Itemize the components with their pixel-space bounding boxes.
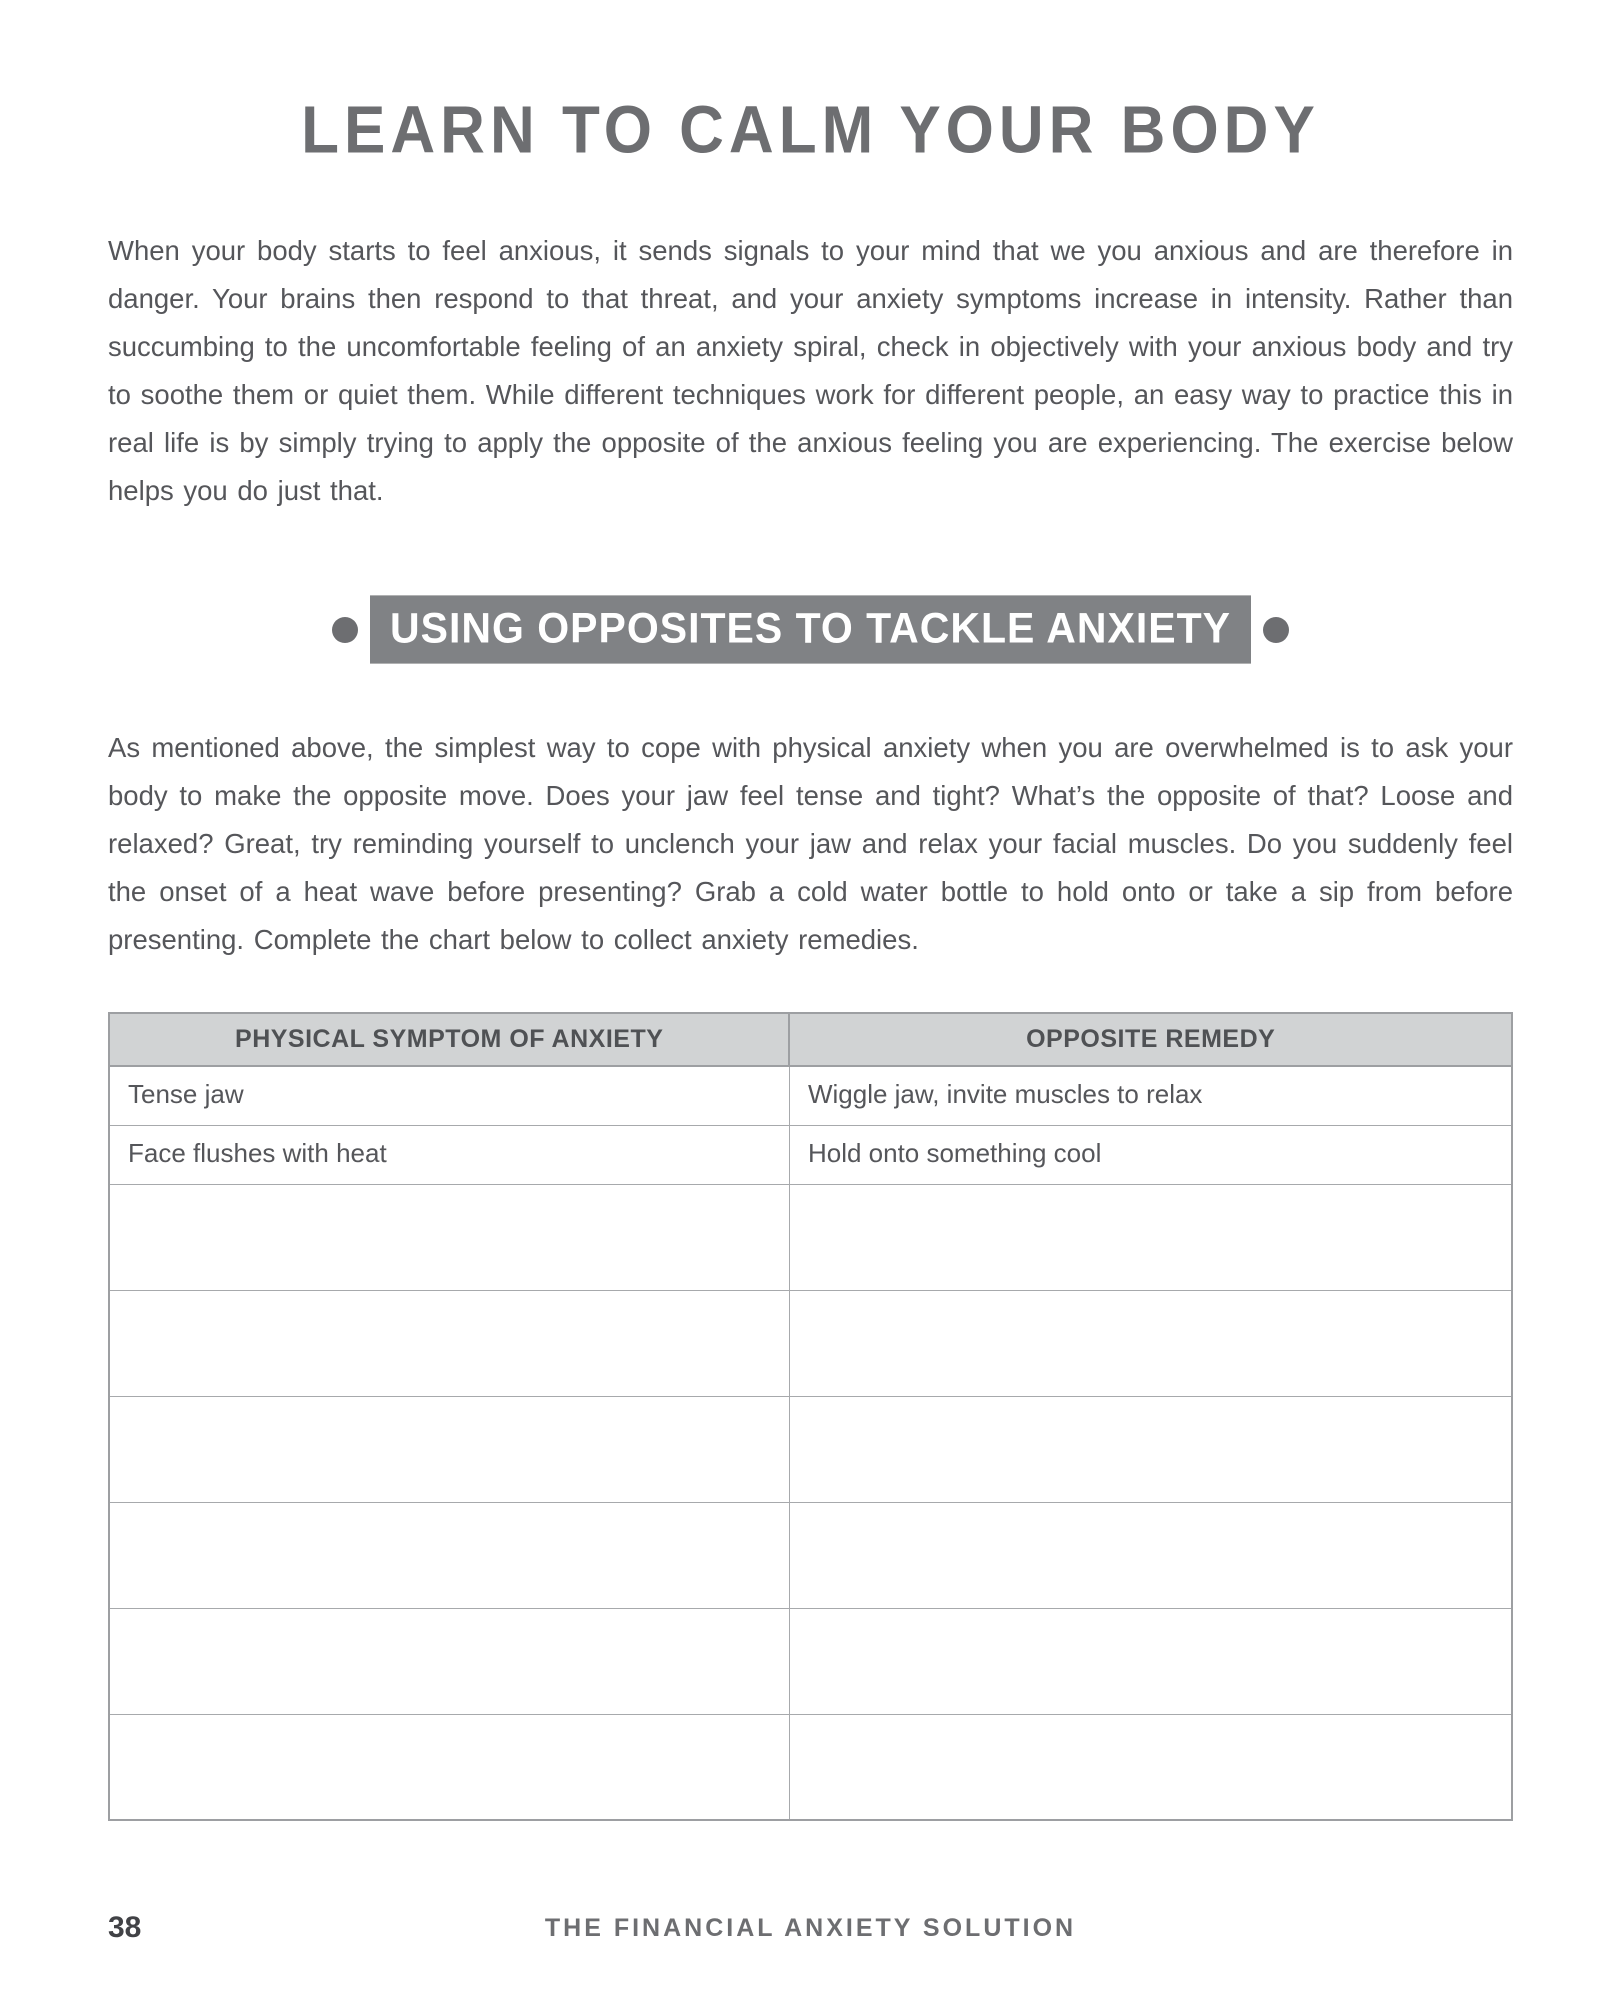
table-row	[109, 1608, 1512, 1714]
symptom-cell-empty	[109, 1290, 789, 1396]
column-header-remedy: OPPOSITE REMEDY	[789, 1013, 1512, 1066]
remedy-cell: Hold onto something cool	[789, 1125, 1512, 1184]
remedy-cell-empty	[789, 1608, 1512, 1714]
symptom-cell-empty	[109, 1396, 789, 1502]
symptom-cell: Tense jaw	[109, 1066, 789, 1125]
table-row	[109, 1066, 1512, 1125]
remedy-cell: Wiggle jaw, invite muscles to relax	[789, 1066, 1512, 1125]
table-row	[109, 1184, 1512, 1290]
symptom-cell-empty	[109, 1714, 789, 1820]
table-row	[109, 1290, 1512, 1396]
opposite-remedy-table	[108, 1012, 1513, 1821]
table-row	[109, 1502, 1512, 1608]
remedy-cell-empty	[789, 1184, 1512, 1290]
symptom-cell: Face flushes with heat	[109, 1125, 789, 1184]
section-paragraph: As mentioned above, the simplest way to cope with physical anxiety when you are overwhelmed is to ask your body to make the opposite move. Does your jaw feel tense and tight? What’s the opposite of that? Loose and relaxed? Great, try reminding yourself to unclench your jaw and relax your facial muscles. Do you suddenly feel the onset of a heat wave before presenting? Grab a cold water bottle to hold onto or take a sip from before presenting. Complete the chart below to collect anxiety remedies.	[108, 732, 1513, 955]
remedy-cell-empty	[789, 1502, 1512, 1608]
remedy-cell-empty	[789, 1714, 1512, 1820]
table-row	[109, 1714, 1512, 1820]
symptom-cell-empty	[109, 1502, 789, 1608]
intro-paragraph: When your body starts to feel anxious, it sends signals to your mind that we you anxious and are therefore in danger. Your brains then respond to that threat, and your anxiety symptoms increase in intensity. Rather than succumbing to the uncomfortable feeling of an anxiety spiral, check in objectively with your anxious body and try to soothe them or quiet them. While different techniques work for different people, an easy way to practice this in real life is by simply trying to apply the opposite of the anxious feeling you are experiencing. The exercise below helps you do just that.	[108, 235, 1513, 506]
page-title: LEARN TO CALM YOUR BODY	[301, 93, 1320, 168]
table-header-row	[109, 1013, 1512, 1066]
bullet-dot-right-icon	[1263, 617, 1289, 643]
section-heading-banner: USING OPPOSITES TO TACKLE ANXIETY	[370, 595, 1251, 663]
remedy-cell-empty	[789, 1396, 1512, 1502]
book-title: THE FINANCIAL ANXIETY SOLUTION	[544, 1914, 1077, 1942]
table-row	[109, 1125, 1512, 1184]
symptom-cell-empty	[109, 1608, 789, 1714]
symptom-cell-empty	[109, 1184, 789, 1290]
table-row	[109, 1396, 1512, 1502]
bullet-dot-left-icon	[332, 617, 358, 643]
section-heading	[108, 597, 1513, 662]
column-header-symptom: PHYSICAL SYMPTOM OF ANXIETY	[109, 1013, 789, 1066]
page-number: 38	[108, 1911, 142, 1944]
page-footer	[108, 1905, 1513, 1945]
remedy-cell-empty	[789, 1290, 1512, 1396]
